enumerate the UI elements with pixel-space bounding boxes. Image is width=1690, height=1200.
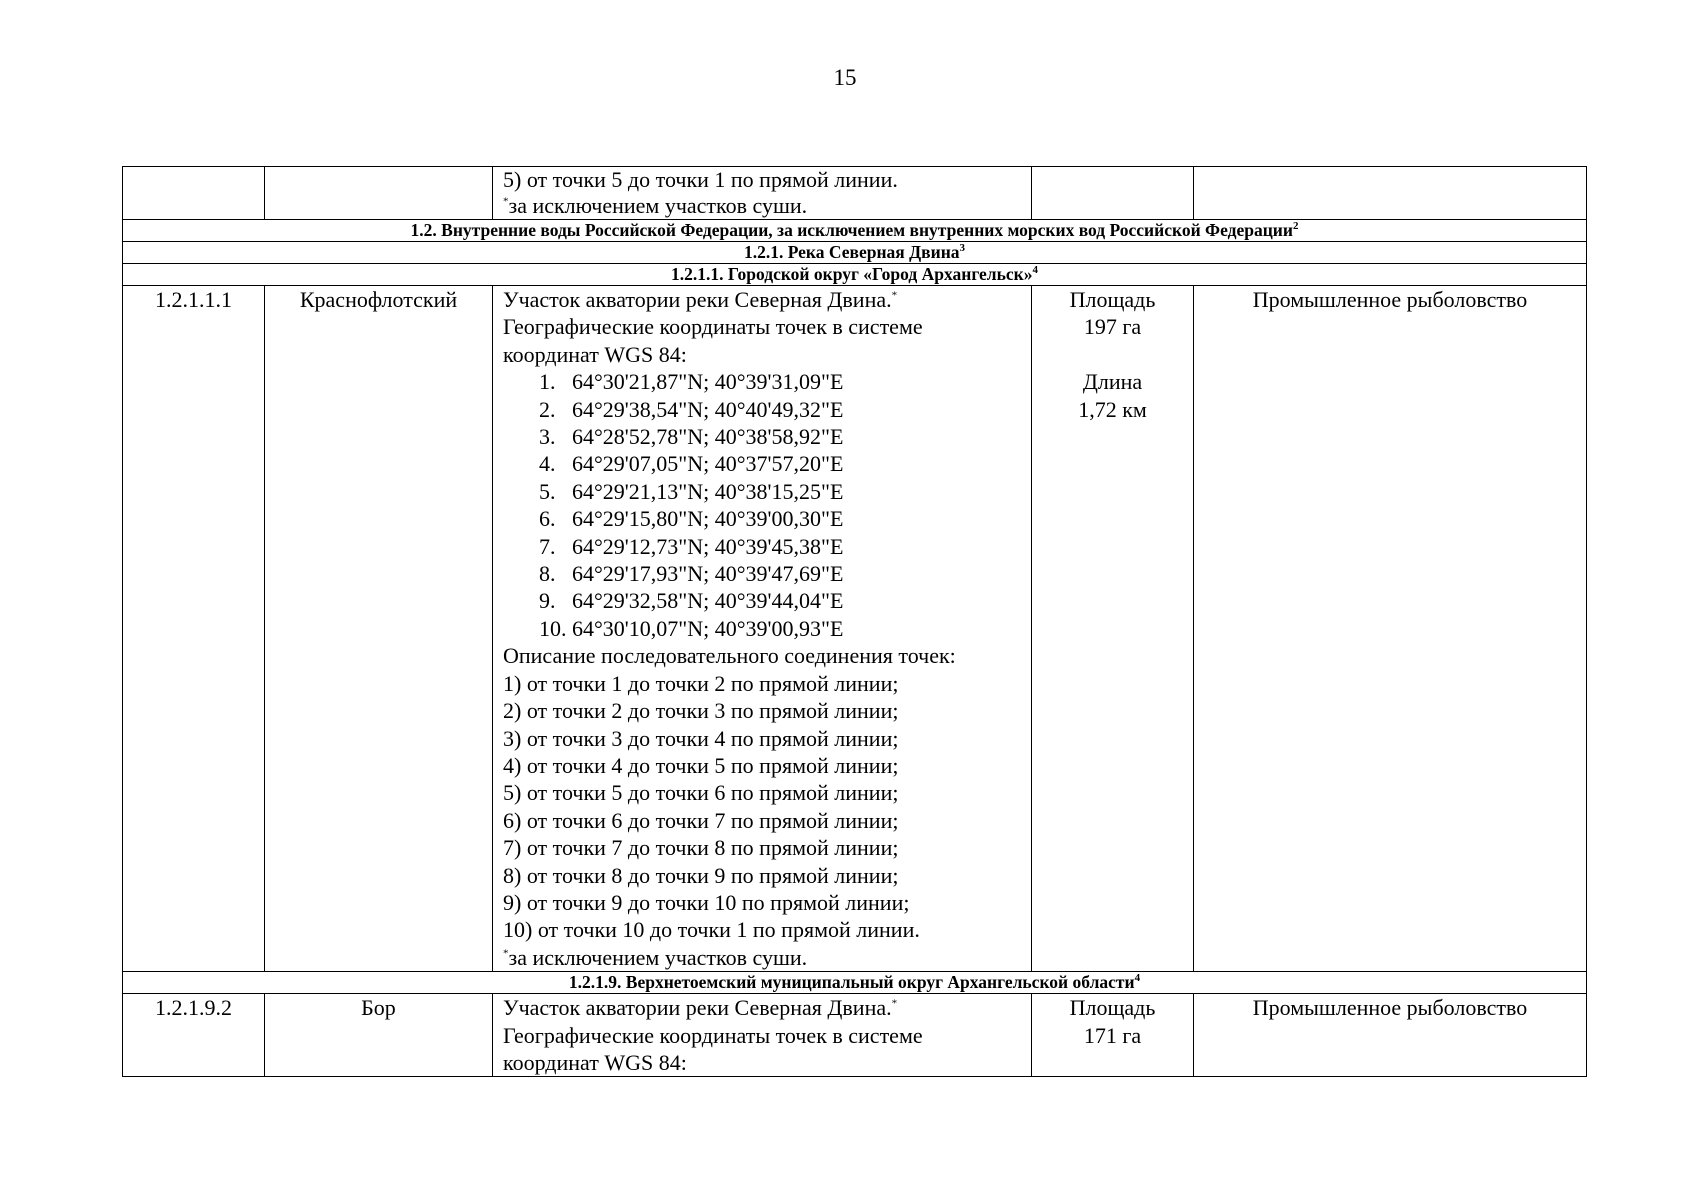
area-dimensions xyxy=(1032,286,1194,972)
area-id: 1.2.1.9.2 xyxy=(123,994,265,1077)
footnote-mark: * xyxy=(891,289,898,302)
section-row xyxy=(123,242,1587,264)
point-number: 8. xyxy=(539,561,556,587)
area-id: 1.2.1.1.1 xyxy=(123,286,265,972)
footnote-mark: * xyxy=(891,997,898,1010)
section-heading-1-2-1-1 xyxy=(123,264,1587,286)
table-row xyxy=(123,994,1587,1077)
point-number: 3. xyxy=(539,424,556,450)
intro-text: Участок акватории реки Северная Двина. xyxy=(503,995,892,1021)
exclusion-note xyxy=(503,193,1021,219)
footnote-ref: 3 xyxy=(959,242,966,255)
section-title: 1.2.1.9. Верхнетоемский муниципальный округ Архангельской области xyxy=(568,972,1135,993)
section-row xyxy=(123,972,1587,994)
point-coordinates: 64°29'15,80"N; 40°39'00,30"E xyxy=(572,506,844,532)
coordinate-points-list xyxy=(503,368,1021,642)
page-number: 15 xyxy=(833,65,857,90)
point-number: 9. xyxy=(539,588,556,614)
area-description xyxy=(493,994,1032,1077)
section-heading-1-2-1 xyxy=(123,242,1587,264)
connection-line: 10) от точки 10 до точки 1 по прямой линии. xyxy=(503,917,920,943)
description-intro xyxy=(503,994,1021,1021)
area-value: 197 га xyxy=(1083,314,1142,340)
area-use: Промышленное рыболовство xyxy=(1194,286,1587,972)
point-coordinates: 64°29'07,05"N; 40°37'57,20"E xyxy=(572,451,844,477)
connection-line: 6) от точки 6 до точки 7 по прямой линии; xyxy=(503,807,899,833)
area-description xyxy=(493,286,1032,972)
connection-line: 7) от точки 7 до точки 8 по прямой линии; xyxy=(503,835,899,861)
continuation-description xyxy=(493,167,1032,220)
point-number: 6. xyxy=(539,506,556,532)
cell-empty-size xyxy=(1032,167,1194,220)
area-name: Краснофлотский xyxy=(265,286,493,972)
point-coordinates: 64°29'17,93"N; 40°39'47,69"E xyxy=(572,561,844,587)
connection-line: 5) от точки 5 до точки 6 по прямой линии; xyxy=(503,780,899,806)
fishing-areas-table xyxy=(122,166,1587,1077)
point-number: 4. xyxy=(539,451,556,477)
exclusion-text: за исключением участков суши. xyxy=(508,193,808,218)
point-coordinates: 64°30'10,07"N; 40°39'00,93"E xyxy=(572,615,844,641)
connection-line: 3) от точки 3 до точки 4 по прямой линии; xyxy=(503,725,899,751)
point-number: 1. xyxy=(539,369,556,395)
point-coordinates: 64°29'38,54"N; 40°40'49,32"E xyxy=(572,396,844,422)
point-coordinates: 64°29'32,58"N; 40°39'44,04"E xyxy=(572,588,844,614)
length-value: 1,72 км xyxy=(1078,396,1147,422)
point-coordinates: 64°30'21,87"N; 40°39'31,09"E xyxy=(572,369,844,395)
point-coordinates: 64°28'52,78"N; 40°38'58,92"E xyxy=(572,424,844,450)
list-item xyxy=(539,396,1021,423)
point-number: 2. xyxy=(539,396,556,422)
continuation-line: 5) от точки 5 до точки 1 по прямой линии. xyxy=(503,167,898,192)
list-item xyxy=(539,450,1021,477)
list-item xyxy=(539,505,1021,532)
footnote-mark: * xyxy=(503,947,509,960)
list-item xyxy=(539,423,1021,450)
list-item xyxy=(539,478,1021,505)
list-item xyxy=(539,368,1021,395)
section-row xyxy=(123,220,1587,242)
cell-empty-use xyxy=(1194,167,1587,220)
list-item xyxy=(539,615,1021,642)
footnote-ref: 2 xyxy=(1292,220,1299,233)
cell-empty-id xyxy=(123,167,265,220)
table-row xyxy=(123,286,1587,972)
coords-heading-line: координат WGS 84: xyxy=(503,1049,687,1075)
exclusion-note xyxy=(503,944,1021,971)
area-label: Площадь xyxy=(1069,287,1156,312)
area-use: Промышленное рыболовство xyxy=(1194,994,1587,1077)
exclusion-text: за исключением участков суши. xyxy=(508,944,808,970)
list-item xyxy=(539,560,1021,587)
connection-line: 1) от точки 1 до точки 2 по прямой линии; xyxy=(503,670,899,696)
cell-empty-name xyxy=(265,167,493,220)
connection-line: 9) от точки 9 до точки 10 по прямой линии; xyxy=(503,889,910,915)
section-title: 1.2.1. Река Северная Двина xyxy=(743,242,960,262)
connection-heading: Описание последовательного соединения точек: xyxy=(503,643,956,669)
list-item xyxy=(539,533,1021,560)
coords-heading-line: координат WGS 84: xyxy=(503,341,687,367)
section-heading-1-2 xyxy=(123,220,1587,242)
list-item xyxy=(539,587,1021,614)
footnote-ref: 4 xyxy=(1032,264,1038,277)
point-number: 7. xyxy=(539,533,556,559)
point-coordinates: 64°29'21,13"N; 40°38'15,25"E xyxy=(572,478,844,504)
point-coordinates: 64°29'12,73"N; 40°39'45,38"E xyxy=(572,533,844,559)
intro-text: Участок акватории реки Северная Двина. xyxy=(503,287,892,312)
coords-heading-line: Географические координаты точек в системе xyxy=(503,314,923,340)
coords-heading-line: Географические координаты точек в системе xyxy=(503,1022,923,1048)
section-heading-1-2-1-9 xyxy=(123,972,1587,994)
description-intro xyxy=(503,286,1021,313)
continuation-row xyxy=(123,167,1587,220)
spacer xyxy=(1042,341,1183,368)
section-row xyxy=(123,264,1587,286)
point-number: 5. xyxy=(539,478,556,504)
connection-line: 2) от точки 2 до точки 3 по прямой линии; xyxy=(503,698,899,724)
connection-line: 8) от точки 8 до точки 9 по прямой линии; xyxy=(503,862,899,888)
area-dimensions xyxy=(1032,994,1194,1077)
length-label: Длина xyxy=(1082,369,1143,395)
area-value: 171 га xyxy=(1083,1022,1142,1048)
section-title: 1.2. Внутренние воды Российской Федерации, за исключением внутренних морских вод Российской Федерации xyxy=(410,220,1293,240)
area-name: Бор xyxy=(265,994,493,1077)
point-number: 10. xyxy=(539,615,567,641)
section-title: 1.2.1.1. Городской округ «Город Архангельск» xyxy=(671,264,1033,284)
area-label: Площадь xyxy=(1069,995,1156,1021)
connection-line: 4) от точки 4 до точки 5 по прямой линии; xyxy=(503,752,899,778)
footnote-ref: 4 xyxy=(1134,972,1141,985)
footnote-mark: * xyxy=(503,195,509,208)
